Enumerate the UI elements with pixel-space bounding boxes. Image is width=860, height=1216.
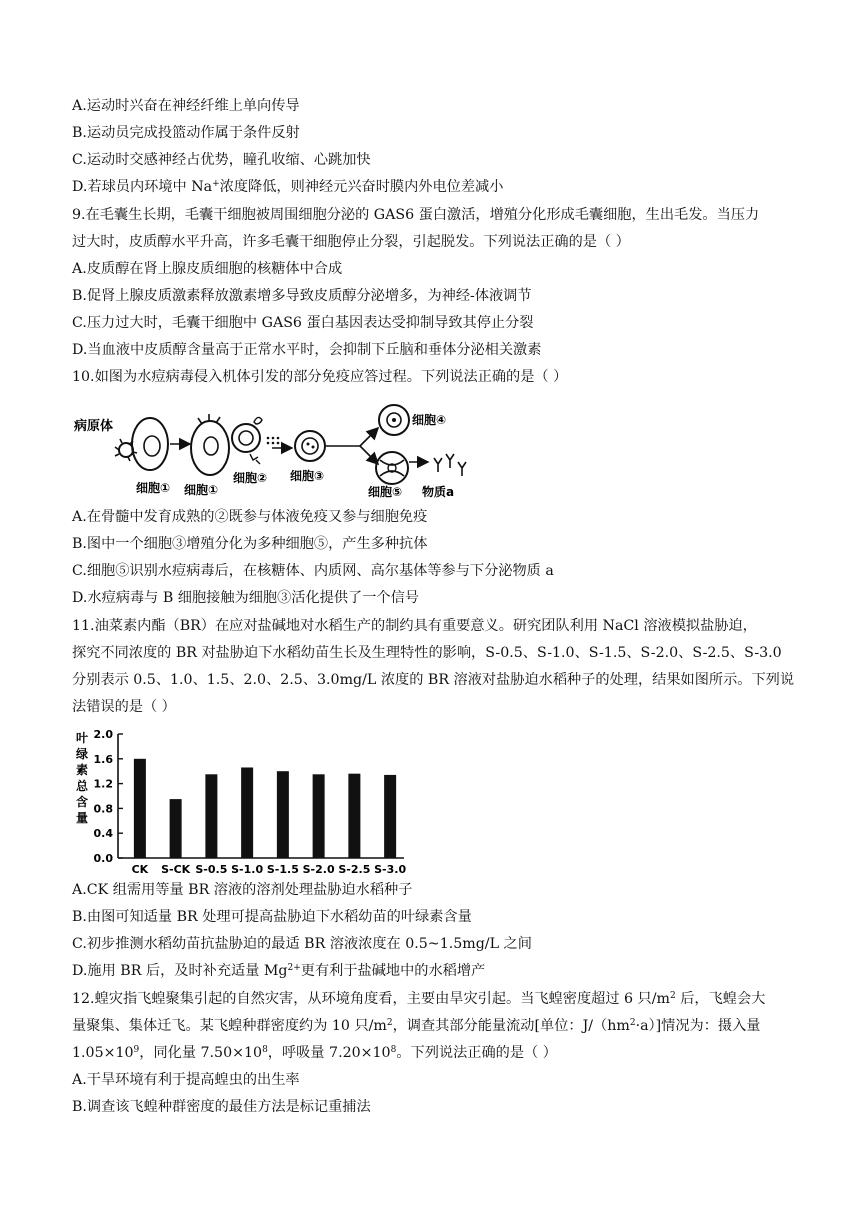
y-axis-label-char: 绿 <box>76 747 89 761</box>
y-axis-label-char: 量 <box>76 811 89 825</box>
q12-stem-line3-s3: 8 <box>390 1045 397 1055</box>
q10-option-d: D.水痘病毒与 B 细胞接触为细胞③活化提供了一个信号 <box>72 590 419 606</box>
q10-stem: 10.如图为水痘病毒侵入机体引发的部分免疫应答过程。下列说法正确的是（ ） <box>72 369 568 385</box>
cell-1-presenting-icon <box>191 414 229 475</box>
q11-option-b: B.由图可知适量 BR 处理可提高盐胁迫下水稻幼苗的叶绿素含量 <box>72 909 472 925</box>
y-axis-label <box>76 731 89 825</box>
q10-option-b: B.图中一个细胞③增殖分化为多种细胞⑤，产生多种抗体 <box>72 536 428 552</box>
y-tick-label: 2.0 <box>93 728 113 741</box>
q11-option-a: A.CK 组需用等量 BR 溶液的溶剂处理盐胁迫水稻种子 <box>72 882 413 898</box>
q11-option-d-text-end: 更有利于盐碱地中的水稻增产 <box>300 963 486 979</box>
x-tick-label: S-1.5 <box>266 863 299 876</box>
bar-S-CK <box>170 799 182 858</box>
q9-option-b: B.促肾上腺皮质激素释放激素增多导致皮质醇分泌增多，为神经-体液调节 <box>72 288 532 304</box>
y-tick-label: 0.0 <box>93 852 113 865</box>
cell-1-first-icon <box>132 418 168 470</box>
bars <box>134 759 396 858</box>
x-ticks <box>132 863 407 876</box>
q8-option-d-text-end: 浓度降低，则神经元兴奋时膜内外电位差减小 <box>219 179 504 195</box>
bar-S-1.5 <box>277 771 289 858</box>
pathogen-label: 病原体 <box>74 419 114 434</box>
y-tick-label: 0.8 <box>93 802 113 816</box>
q12-stem-line3-d: 。下列说法正确的是（ ） <box>396 1045 557 1061</box>
bar-S-3.0 <box>384 775 396 858</box>
cell-1-presenting-label: 细胞① <box>184 483 219 497</box>
q8-option-c: C.运动时交感神经占优势，瞳孔收缩、心跳加快 <box>72 152 371 168</box>
q12-stem-line3-a: 1.05×10 <box>72 1045 134 1061</box>
cell-2-icon <box>232 417 262 464</box>
x-tick-label: S-0.5 <box>195 863 228 876</box>
q9-stem-line2: 过大时，皮质醇水平升高，许多毛囊干细胞停止分裂，引起脱发。下列说法正确的是（ ） <box>72 234 630 250</box>
bar-S-1.0 <box>241 767 253 858</box>
q11-stem-line2: 探究不同浓度的 BR 对盐胁迫下水稻幼苗生长及生理特性的影响，S-0.5、S-1.0、S-1.5、S-2.0、S-2.5、S-3.0 <box>72 645 782 661</box>
q9-option-d: D.当血液中皮质醇含量高于正常水平时，会抑制下丘脑和垂体分泌相关激素 <box>72 342 542 358</box>
q12-stem-line3-c: ，呼吸量 7.20×10 <box>267 1045 391 1061</box>
q12-option-b: B.调查该飞蝗种群密度的最佳方法是标记重捕法 <box>72 1099 371 1115</box>
x-tick-label: S-CK <box>161 863 191 876</box>
cell-1-first-label: 细胞① <box>136 481 171 495</box>
y-axis-label-char: 叶 <box>76 731 89 745</box>
q12-option-a: A.干旱环境有利于提高蝗虫的出生率 <box>72 1072 300 1088</box>
q11-option-c: C.初步推测水稻幼苗抗盐胁迫的最适 BR 溶液浓度在 0.5~1.5mg/L 之间 <box>72 936 532 952</box>
y-tick-label: 1.2 <box>93 777 113 791</box>
bar-CK <box>134 759 146 858</box>
q12-stem-line2-b: ，调查其部分能量流动[单位：J/（hm <box>392 1018 630 1034</box>
y-axis-label-char: 总 <box>76 779 89 793</box>
antibody-icons <box>434 454 466 476</box>
q12-stem-line1 <box>72 989 765 1009</box>
cell-2-label: 细胞② <box>233 471 268 485</box>
q12-stem-line2 <box>72 1016 760 1036</box>
y-axis-label-char: 含 <box>76 795 89 809</box>
cell-5-label: 细胞⑤ <box>368 485 403 499</box>
q8-option-d-text: D.若球员内环境中 Na <box>72 179 213 195</box>
bar-S-2.0 <box>313 774 325 858</box>
q11-option-d-sup: 2+ <box>287 963 301 973</box>
q12-stem-line1-sup: 2 <box>669 991 676 1001</box>
q8-option-b: B.运动员完成投篮动作属于条件反射 <box>72 125 300 141</box>
q11-stem-line4: 法错误的是（ ） <box>72 699 176 715</box>
immune-response-figure <box>70 402 470 502</box>
q12-stem-line2-sup1: 2 <box>386 1018 393 1028</box>
q12-stem-line1-b: 后，飞蝗会大 <box>675 991 766 1007</box>
x-tick-label: S-2.5 <box>338 863 371 876</box>
y-tick-label: 1.6 <box>93 752 113 766</box>
x-tick-label: CK <box>131 863 149 876</box>
cytokine-dots <box>267 437 280 445</box>
bar-S-0.5 <box>205 774 217 858</box>
q12-stem-line3-s2: 8 <box>262 1045 268 1055</box>
q12-stem-line3-s1: 9 <box>133 1045 140 1055</box>
cell-5-icon <box>376 452 408 484</box>
y-axis-label-char: 素 <box>76 763 89 777</box>
q12-stem-line3 <box>72 1043 557 1063</box>
q11-option-d-text: D.施用 BR 后，及时补充适量 Mg <box>72 963 288 979</box>
q10-option-c: C.细胞⑤识别水痘病毒后，在核糖体、内质网、高尔基体等参与下分泌物质 a <box>72 563 554 579</box>
q8-option-d-sup: + <box>212 179 220 189</box>
chart-axes <box>118 734 404 858</box>
cell-3-label: 细胞③ <box>290 469 325 483</box>
chlorophyll-bar-chart <box>70 726 420 878</box>
q10-option-a: A.在骨髓中发育成熟的②既参与体液免疫又参与细胞免疫 <box>72 509 428 525</box>
q12-stem-line1-a: 12.蝗灾指飞蝗聚集引起的自然灾害，从环境角度看，主要由旱灾引起。当飞蝗密度超过 6 只/m <box>72 991 670 1007</box>
q8-option-d <box>72 177 503 197</box>
bar-S-2.5 <box>348 774 360 858</box>
cell-3-icon <box>295 431 325 461</box>
q8-option-a: A.运动时兴奋在神经纤维上单向传导 <box>72 98 300 114</box>
q11-option-d <box>72 961 485 981</box>
q12-stem-line2-sup2: 2 <box>629 1018 636 1028</box>
cell-4-icon <box>379 405 409 435</box>
q11-stem-line3: 分别表示 0.5、1.0、1.5、2.0、2.5、3.0mg/L 浓度的 BR 溶液对盐胁迫水稻种子的处理，结果如图所示。下列说 <box>72 672 795 688</box>
q9-option-a: A.皮质醇在肾上腺皮质细胞的核糖体中合成 <box>72 261 343 277</box>
q12-stem-line2-c: ·a）]情况为：摄入量 <box>635 1018 761 1034</box>
q9-stem-line1: 9.在毛囊生长期，毛囊干细胞被周围细胞分泌的 GAS6 蛋白激活，增殖分化形成毛囊细胞，生出毛发。当压力 <box>72 207 760 223</box>
y-tick-label: 0.4 <box>93 827 113 841</box>
x-tick-label: S-1.0 <box>231 863 264 876</box>
q11-stem-line1: 11.油菜素内酯（BR）在应对盐碱地对水稻生产的制约具有重要意义。研究团队利用 NaCl 溶液模拟盐胁迫， <box>72 618 757 634</box>
x-tick-label: S-2.0 <box>302 863 335 876</box>
cell-4-label: 细胞④ <box>412 413 447 427</box>
q9-option-c: C.压力过大时，毛囊干细胞中 GAS6 蛋白基因表达受抑制导致其停止分裂 <box>72 315 534 331</box>
q12-stem-line2-a: 量聚集、集体迁飞。某飞蝗种群密度约为 10 只/m <box>72 1018 387 1034</box>
substance-a-label: 物质a <box>422 485 455 499</box>
x-tick-label: S-3.0 <box>374 863 407 876</box>
q12-stem-line3-b: ，同化量 7.50×10 <box>139 1045 263 1061</box>
